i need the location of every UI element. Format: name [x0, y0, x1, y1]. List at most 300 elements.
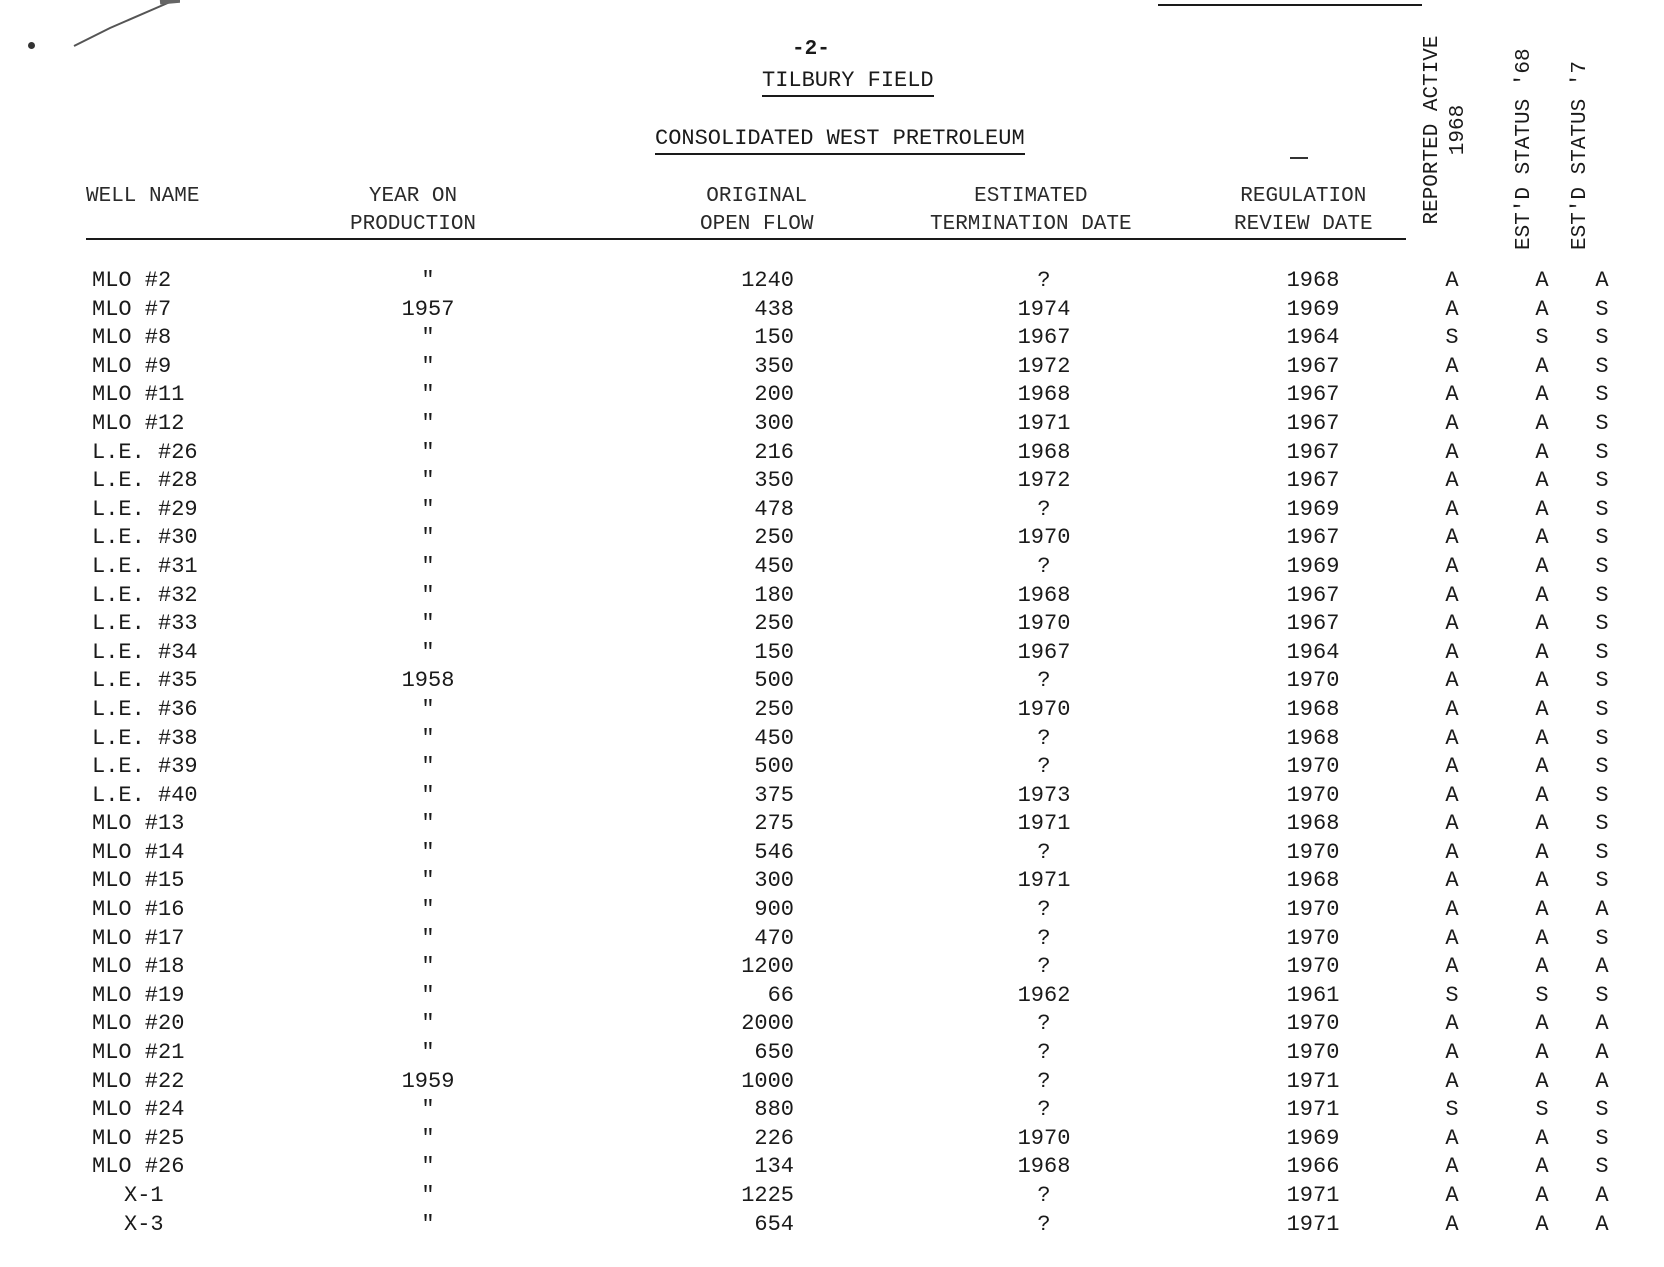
table-row: [0, 554, 1664, 583]
table-row: [0, 926, 1664, 955]
year-on-production-cell: ": [421, 925, 435, 951]
status-7x-cell: S: [1595, 382, 1609, 408]
col-header-status-7x: [1568, 8, 1594, 250]
year-on-production-cell: 1959: [401, 1068, 455, 1094]
table-row: [0, 868, 1664, 897]
open-flow-cell: 478: [754, 496, 794, 522]
scan-mark: [70, 0, 180, 50]
status-7x-cell: S: [1595, 582, 1609, 608]
status-7x-cell: S: [1595, 725, 1609, 751]
table-row: [0, 1069, 1664, 1098]
well-name-cell: MLO #9: [92, 353, 172, 379]
table-row: [0, 983, 1664, 1012]
table-row: [0, 1183, 1664, 1212]
reported-active-cell: A: [1445, 353, 1459, 379]
review-date-cell: 1964: [1286, 639, 1340, 665]
well-name-cell: MLO #16: [92, 897, 185, 923]
table-row: [0, 668, 1664, 697]
well-name-cell: L.E. #30: [92, 525, 198, 551]
termination-date-cell: ?: [1037, 1211, 1051, 1237]
review-date-cell: 1967: [1286, 439, 1340, 465]
status-68-cell: A: [1535, 382, 1549, 408]
status-68-cell: A: [1535, 1011, 1549, 1037]
well-name-cell: MLO #24: [92, 1097, 185, 1123]
termination-date-cell: 1971: [1017, 868, 1071, 894]
header-dash: [1290, 157, 1308, 159]
status-68-cell: A: [1535, 782, 1549, 808]
table-row: [0, 1040, 1664, 1069]
open-flow-cell: 275: [754, 811, 794, 837]
open-flow-cell: 66: [767, 982, 794, 1008]
year-on-production-cell: ": [421, 1097, 435, 1123]
review-date-cell: 1969: [1286, 1125, 1340, 1151]
table-row: [0, 354, 1664, 383]
well-name-cell: X-1: [124, 1183, 164, 1208]
termination-date-cell: 1970: [1017, 1125, 1071, 1151]
reported-active-cell: A: [1445, 639, 1459, 665]
status-68-cell: A: [1535, 1154, 1549, 1180]
year-on-production-cell: ": [421, 1125, 435, 1151]
col-header-review: [1234, 183, 1373, 240]
well-name-cell: L.E. #36: [92, 696, 198, 722]
year-on-production-cell: 1958: [401, 668, 455, 694]
col-header-term-line1: ESTIMATED: [974, 185, 1088, 208]
col-header-flow-line1: ORIGINAL: [706, 185, 808, 208]
page-number: -2-: [792, 38, 830, 61]
status-68-cell: A: [1535, 611, 1549, 637]
status-68-cell: A: [1535, 754, 1549, 780]
well-name-cell: X-3: [124, 1211, 164, 1237]
reported-active-cell: S: [1445, 325, 1459, 351]
status-68-cell: A: [1535, 725, 1549, 751]
col-header-status-68: [1512, 8, 1538, 250]
col-header-rev-line1: REGULATION: [1240, 185, 1367, 208]
termination-date-cell: 1968: [1017, 582, 1071, 608]
reported-active-cell: A: [1445, 696, 1459, 722]
table-row: [0, 640, 1664, 669]
year-on-production-cell: ": [421, 725, 435, 751]
status-68-cell: A: [1535, 268, 1549, 293]
status-7x-cell: A: [1595, 1211, 1609, 1237]
status-7x-cell: A: [1595, 268, 1609, 293]
table-row: [0, 840, 1664, 869]
status-68-cell: A: [1535, 954, 1549, 980]
reported-active-cell: A: [1445, 811, 1459, 837]
open-flow-cell: 250: [754, 696, 794, 722]
open-flow-cell: 226: [754, 1125, 794, 1151]
year-on-production-cell: ": [421, 496, 435, 522]
review-date-cell: 1970: [1286, 1011, 1340, 1037]
status-7x-cell: S: [1595, 868, 1609, 894]
open-flow-cell: 250: [754, 611, 794, 637]
col-header-reported-active: [1420, 10, 1472, 250]
termination-date-cell: 1972: [1017, 468, 1071, 494]
year-on-production-cell: ": [421, 268, 435, 293]
status-7x-cell: S: [1595, 811, 1609, 837]
year-on-production-cell: ": [421, 1040, 435, 1066]
open-flow-cell: 900: [754, 897, 794, 923]
open-flow-cell: 375: [754, 782, 794, 808]
open-flow-cell: 300: [754, 410, 794, 436]
year-on-production-cell: ": [421, 868, 435, 894]
year-on-production-cell: ": [421, 639, 435, 665]
status-7x-cell: A: [1595, 954, 1609, 980]
open-flow-cell: 1000: [741, 1068, 794, 1094]
col-header-term-line2: TERMINATION DATE: [930, 211, 1132, 240]
col-header-status68-label: EST'D STATUS '68: [1513, 48, 1536, 250]
well-name-cell: MLO #18: [92, 954, 185, 980]
open-flow-cell: 1200: [741, 954, 794, 980]
termination-date-cell: ?: [1037, 553, 1051, 579]
status-7x-cell: A: [1595, 1183, 1609, 1208]
top-rule: [1158, 4, 1422, 6]
col-header-termination: [930, 183, 1132, 240]
well-name-cell: MLO #19: [92, 982, 185, 1008]
termination-date-cell: ?: [1037, 268, 1051, 293]
status-68-cell: A: [1535, 897, 1549, 923]
table-row: [0, 811, 1664, 840]
termination-date-cell: ?: [1037, 925, 1051, 951]
review-date-cell: 1970: [1286, 782, 1340, 808]
open-flow-cell: 200: [754, 382, 794, 408]
year-on-production-cell: ": [421, 553, 435, 579]
reported-active-cell: A: [1445, 525, 1459, 551]
col-header-year-on: [350, 183, 476, 240]
reported-active-cell: A: [1445, 296, 1459, 322]
company-title: CONSOLIDATED WEST PRETROLEUM: [655, 126, 1025, 155]
well-name-cell: MLO #15: [92, 868, 185, 894]
table-row: [0, 1154, 1664, 1183]
open-flow-cell: 150: [754, 325, 794, 351]
col-header-status7x-label: EST'D STATUS '7: [1569, 60, 1592, 250]
status-7x-cell: S: [1595, 468, 1609, 494]
status-68-cell: A: [1535, 696, 1549, 722]
open-flow-cell: 134: [754, 1154, 794, 1180]
review-date-cell: 1968: [1286, 268, 1340, 293]
table-row: [0, 697, 1664, 726]
table-row: [0, 297, 1664, 326]
termination-date-cell: 1968: [1017, 1154, 1071, 1180]
status-7x-cell: S: [1595, 325, 1609, 351]
year-on-production-cell: ": [421, 1011, 435, 1037]
well-name-cell: L.E. #35: [92, 668, 198, 694]
year-on-production-cell: ": [421, 1154, 435, 1180]
termination-date-cell: ?: [1037, 1097, 1051, 1123]
col-header-reported-line2: 1968: [1447, 104, 1470, 156]
status-68-cell: A: [1535, 1040, 1549, 1066]
well-name-cell: MLO #17: [92, 925, 185, 951]
status-7x-cell: S: [1595, 353, 1609, 379]
termination-date-cell: 1971: [1017, 410, 1071, 436]
well-name-cell: MLO #25: [92, 1125, 185, 1151]
status-68-cell: A: [1535, 868, 1549, 894]
col-header-well-name: [86, 183, 199, 211]
reported-active-cell: A: [1445, 439, 1459, 465]
status-7x-cell: A: [1595, 1068, 1609, 1094]
review-date-cell: 1970: [1286, 925, 1340, 951]
table-row: [0, 468, 1664, 497]
year-on-production-cell: 1957: [401, 296, 455, 322]
header-rule: [86, 238, 1406, 240]
well-name-cell: L.E. #33: [92, 611, 198, 637]
status-7x-cell: S: [1595, 982, 1609, 1008]
reported-active-cell: A: [1445, 925, 1459, 951]
well-table-body: [0, 268, 1664, 1240]
termination-date-cell: ?: [1037, 1183, 1051, 1208]
table-row: [0, 525, 1664, 554]
open-flow-cell: 1240: [741, 268, 794, 293]
review-date-cell: 1971: [1286, 1097, 1340, 1123]
open-flow-cell: 1225: [741, 1183, 794, 1208]
reported-active-cell: A: [1445, 1040, 1459, 1066]
year-on-production-cell: ": [421, 954, 435, 980]
table-row: [0, 1126, 1664, 1155]
open-flow-cell: 450: [754, 725, 794, 751]
well-name-cell: MLO #12: [92, 410, 185, 436]
status-7x-cell: S: [1595, 696, 1609, 722]
status-7x-cell: S: [1595, 754, 1609, 780]
status-68-cell: A: [1535, 296, 1549, 322]
open-flow-cell: 880: [754, 1097, 794, 1123]
review-date-cell: 1969: [1286, 553, 1340, 579]
year-on-production-cell: ": [421, 382, 435, 408]
well-name-cell: MLO #13: [92, 811, 185, 837]
reported-active-cell: A: [1445, 1011, 1459, 1037]
open-flow-cell: 216: [754, 439, 794, 465]
reported-active-cell: A: [1445, 668, 1459, 694]
review-date-cell: 1971: [1286, 1068, 1340, 1094]
year-on-production-cell: ": [421, 582, 435, 608]
status-68-cell: S: [1535, 325, 1549, 351]
termination-date-cell: 1967: [1017, 639, 1071, 665]
year-on-production-cell: ": [421, 897, 435, 923]
open-flow-cell: 350: [754, 353, 794, 379]
status-7x-cell: S: [1595, 611, 1609, 637]
table-row: [0, 583, 1664, 612]
well-name-cell: MLO #8: [92, 325, 172, 351]
termination-date-cell: ?: [1037, 1040, 1051, 1066]
reported-active-cell: A: [1445, 897, 1459, 923]
reported-active-cell: S: [1445, 982, 1459, 1008]
open-flow-cell: 350: [754, 468, 794, 494]
col-header-open-flow: [700, 183, 813, 240]
status-7x-cell: S: [1595, 410, 1609, 436]
review-date-cell: 1967: [1286, 525, 1340, 551]
termination-date-cell: 1967: [1017, 325, 1071, 351]
year-on-production-cell: ": [421, 325, 435, 351]
open-flow-cell: 500: [754, 668, 794, 694]
termination-date-cell: 1968: [1017, 382, 1071, 408]
status-7x-cell: S: [1595, 553, 1609, 579]
table-row: [0, 497, 1664, 526]
table-row: [0, 726, 1664, 755]
review-date-cell: 1969: [1286, 496, 1340, 522]
open-flow-cell: 470: [754, 925, 794, 951]
status-7x-cell: S: [1595, 925, 1609, 951]
table-row: [0, 1011, 1664, 1040]
status-7x-cell: S: [1595, 296, 1609, 322]
table-row: [0, 954, 1664, 983]
year-on-production-cell: ": [421, 839, 435, 865]
review-date-cell: 1970: [1286, 1040, 1340, 1066]
table-row: [0, 783, 1664, 812]
review-date-cell: 1967: [1286, 410, 1340, 436]
termination-date-cell: ?: [1037, 725, 1051, 751]
col-header-year-line1: YEAR ON: [368, 185, 458, 208]
status-7x-cell: A: [1595, 897, 1609, 923]
termination-date-cell: 1972: [1017, 353, 1071, 379]
status-68-cell: A: [1535, 1068, 1549, 1094]
review-date-cell: 1967: [1286, 611, 1340, 637]
reported-active-cell: A: [1445, 1068, 1459, 1094]
well-name-cell: MLO #14: [92, 839, 185, 865]
reported-active-cell: A: [1445, 1211, 1459, 1237]
status-68-cell: A: [1535, 582, 1549, 608]
review-date-cell: 1961: [1286, 982, 1340, 1008]
termination-date-cell: ?: [1037, 754, 1051, 780]
status-68-cell: S: [1535, 1097, 1549, 1123]
open-flow-cell: 450: [754, 553, 794, 579]
reported-active-cell: S: [1445, 1097, 1459, 1123]
review-date-cell: 1968: [1286, 725, 1340, 751]
termination-date-cell: 1970: [1017, 611, 1071, 637]
review-date-cell: 1968: [1286, 811, 1340, 837]
status-68-cell: A: [1535, 496, 1549, 522]
well-name-cell: MLO #21: [92, 1040, 185, 1066]
reported-active-cell: A: [1445, 468, 1459, 494]
status-68-cell: A: [1535, 925, 1549, 951]
table-row: [0, 754, 1664, 783]
field-title: TILBURY FIELD: [762, 68, 934, 97]
reported-active-cell: A: [1445, 782, 1459, 808]
review-date-cell: 1970: [1286, 954, 1340, 980]
year-on-production-cell: ": [421, 1183, 435, 1208]
status-7x-cell: S: [1595, 668, 1609, 694]
status-7x-cell: S: [1595, 1125, 1609, 1151]
year-on-production-cell: ": [421, 811, 435, 837]
review-date-cell: 1970: [1286, 754, 1340, 780]
well-name-cell: L.E. #32: [92, 582, 198, 608]
reported-active-cell: A: [1445, 553, 1459, 579]
review-date-cell: 1968: [1286, 696, 1340, 722]
table-row: [0, 1097, 1664, 1126]
status-7x-cell: A: [1595, 1040, 1609, 1066]
review-date-cell: 1968: [1286, 868, 1340, 894]
review-date-cell: 1971: [1286, 1183, 1340, 1208]
status-7x-cell: A: [1595, 1011, 1609, 1037]
table-row: [0, 611, 1664, 640]
status-68-cell: A: [1535, 668, 1549, 694]
col-header-year-line2: PRODUCTION: [350, 211, 476, 240]
well-name-cell: L.E. #34: [92, 639, 198, 665]
termination-date-cell: 1973: [1017, 782, 1071, 808]
termination-date-cell: ?: [1037, 1011, 1051, 1037]
review-date-cell: 1970: [1286, 839, 1340, 865]
well-name-cell: L.E. #31: [92, 553, 198, 579]
review-date-cell: 1967: [1286, 353, 1340, 379]
open-flow-cell: 546: [754, 839, 794, 865]
col-header-well-name-label: WELL NAME: [86, 185, 200, 208]
termination-date-cell: 1968: [1017, 439, 1071, 465]
year-on-production-cell: ": [421, 525, 435, 551]
table-row: [0, 382, 1664, 411]
reported-active-cell: A: [1445, 839, 1459, 865]
open-flow-cell: 300: [754, 868, 794, 894]
year-on-production-cell: ": [421, 696, 435, 722]
well-name-cell: L.E. #26: [92, 439, 198, 465]
status-68-cell: A: [1535, 811, 1549, 837]
termination-date-cell: ?: [1037, 954, 1051, 980]
open-flow-cell: 150: [754, 639, 794, 665]
year-on-production-cell: ": [421, 782, 435, 808]
col-header-rev-line2: REVIEW DATE: [1234, 211, 1373, 240]
reported-active-cell: A: [1445, 725, 1459, 751]
reported-active-cell: A: [1445, 954, 1459, 980]
review-date-cell: 1971: [1286, 1211, 1340, 1237]
termination-date-cell: 1962: [1017, 982, 1071, 1008]
table-row: [0, 268, 1664, 297]
well-name-cell: MLO #20: [92, 1011, 185, 1037]
termination-date-cell: ?: [1037, 897, 1051, 923]
status-68-cell: A: [1535, 639, 1549, 665]
status-68-cell: A: [1535, 525, 1549, 551]
termination-date-cell: ?: [1037, 668, 1051, 694]
col-header-flow-line2: OPEN FLOW: [700, 211, 813, 240]
year-on-production-cell: ": [421, 353, 435, 379]
review-date-cell: 1969: [1286, 296, 1340, 322]
reported-active-cell: A: [1445, 410, 1459, 436]
reported-active-cell: A: [1445, 1154, 1459, 1180]
scan-speck: [28, 42, 35, 49]
open-flow-cell: 654: [754, 1211, 794, 1237]
termination-date-cell: 1971: [1017, 811, 1071, 837]
review-date-cell: 1970: [1286, 897, 1340, 923]
reported-active-cell: A: [1445, 1183, 1459, 1208]
year-on-production-cell: ": [421, 982, 435, 1008]
well-name-cell: MLO #11: [92, 382, 185, 408]
review-date-cell: 1967: [1286, 382, 1340, 408]
status-68-cell: S: [1535, 982, 1549, 1008]
termination-date-cell: ?: [1037, 1068, 1051, 1094]
well-name-cell: MLO #22: [92, 1068, 185, 1094]
status-68-cell: A: [1535, 1125, 1549, 1151]
year-on-production-cell: ": [421, 754, 435, 780]
table-row: [0, 440, 1664, 469]
table-row: [0, 897, 1664, 926]
open-flow-cell: 500: [754, 754, 794, 780]
reported-active-cell: A: [1445, 496, 1459, 522]
status-7x-cell: S: [1595, 839, 1609, 865]
review-date-cell: 1970: [1286, 668, 1340, 694]
reported-active-cell: A: [1445, 1125, 1459, 1151]
status-7x-cell: S: [1595, 439, 1609, 465]
review-date-cell: 1967: [1286, 582, 1340, 608]
review-date-cell: 1967: [1286, 468, 1340, 494]
open-flow-cell: 650: [754, 1040, 794, 1066]
year-on-production-cell: ": [421, 468, 435, 494]
status-68-cell: A: [1535, 410, 1549, 436]
status-7x-cell: S: [1595, 639, 1609, 665]
year-on-production-cell: ": [421, 1211, 435, 1237]
status-68-cell: A: [1535, 1211, 1549, 1237]
status-68-cell: A: [1535, 353, 1549, 379]
status-7x-cell: S: [1595, 525, 1609, 551]
year-on-production-cell: ": [421, 439, 435, 465]
well-name-cell: L.E. #38: [92, 725, 198, 751]
status-68-cell: A: [1535, 1183, 1549, 1208]
well-name-cell: MLO #2: [92, 268, 172, 293]
open-flow-cell: 438: [754, 296, 794, 322]
